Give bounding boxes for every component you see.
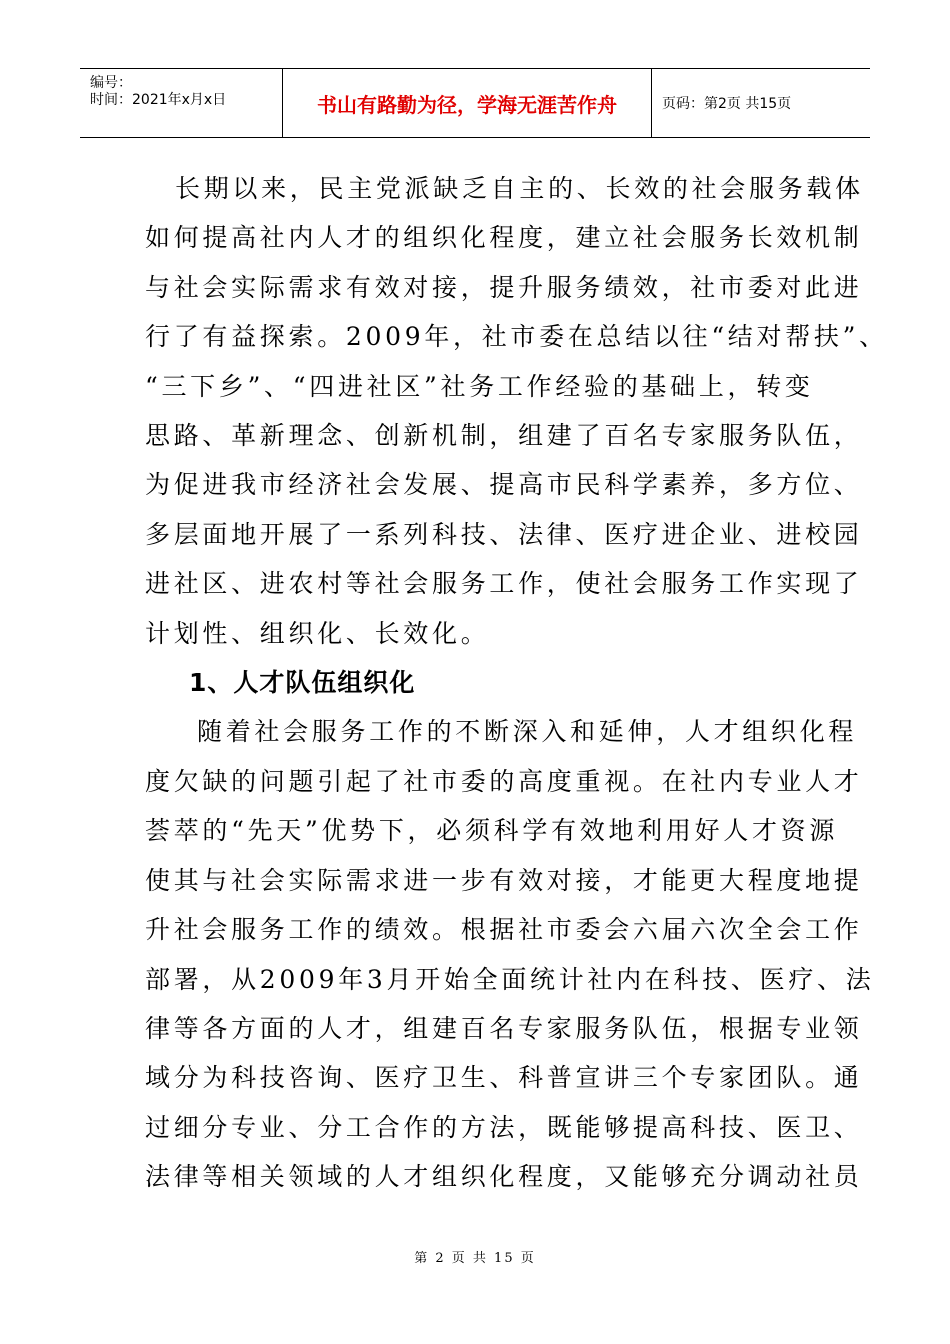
paragraph-line: 域分为科技咨询、医疗卫生、科普宣讲三个专家团队。通 [145,1063,863,1093]
paragraph-line: “三下乡”、“四进社区”社务工作经验的基础上，转变 [145,371,814,401]
paragraph-line: 过细分专业、分工合作的方法，既能够提高科技、医卫、 [145,1112,863,1142]
paragraph-line: 随着社会服务工作的不断深入和延伸，人才组织化程 [197,717,858,747]
paragraph-line: 计划性、组织化、长效化。 [145,618,490,648]
section-heading: 1、人才队伍组织化 [189,668,416,698]
header-meta [80,69,282,137]
paragraph-line: 升社会服务工作的绩效。根据社市委会六届六次全会工作 [145,915,863,945]
paragraph-line: 度欠缺的问题引起了社市委的高度重视。在社内专业人才 [145,766,863,796]
header-page-info: 页码：第2页 共15页 [662,96,792,112]
paragraph-line: 如何提高社内人才的组织化程度，建立社会服务长效机制 [145,223,863,253]
paragraph-line: 荟萃的“先天”优势下，必须科学有效地利用好人才资源 [145,816,839,846]
document-time-label: 时间：2021年x月x日 [90,92,227,108]
page-footer: 第 2 页 共 15 页 [414,1251,536,1266]
paragraph-line: 法律等相关领域的人才组织化程度，又能够充分调动社员 [145,1162,863,1192]
paragraph-line: 进社区、进农村等社会服务工作，使社会服务工作实现了 [145,569,863,599]
paragraph-line: 律等各方面的人才，组建百名专家服务队伍，根据专业领 [145,1013,863,1043]
paragraph-line: 为促进我市经济社会发展、提高市民科学素养，多方位、 [145,470,863,500]
paragraph-line: 使其与社会实际需求进一步有效对接，才能更大程度地提 [145,865,863,895]
page-header [80,68,870,138]
header-motto: 书山有路勤为径，学海无涯苦作舟 [282,69,652,137]
paragraph-line: 与社会实际需求有效对接，提升服务绩效，社市委对此进 [145,272,863,302]
document-number-label: 编号： [90,75,132,91]
paragraph-line: 多层面地开展了一系列科技、法律、医疗进企业、进校园 [145,519,863,549]
paragraph-line: 行了有益探索。2009年，社市委在总结以往“结对帮扶”、 [145,322,888,352]
paragraph-line: 思路、革新理念、创新机制，组建了百名专家服务队伍， [145,421,863,451]
paragraph-line: 长期以来，民主党派缺乏自主的、长效的社会服务载体 [175,174,864,203]
paragraph-line: 部署，从2009年3月开始全面统计社内在科技、医疗、法 [145,964,875,994]
document-body [145,164,888,1202]
